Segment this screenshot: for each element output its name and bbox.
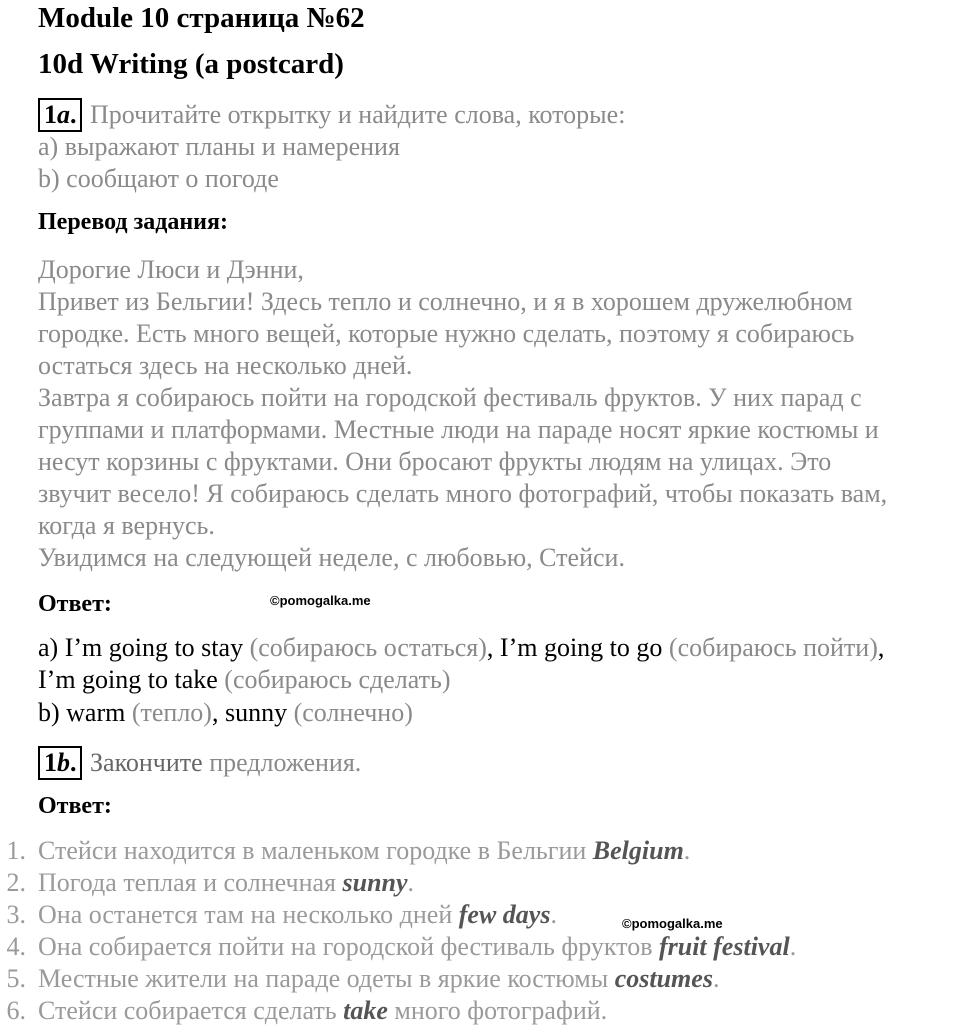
task-1a-item-b: b) сообщают о погоде (38, 164, 279, 193)
answer-1a-line-3: b) warm (тепло), sunny (солнечно) (38, 698, 413, 727)
section-title: 10d Writing (a postcard) (38, 48, 344, 80)
task-1a-item-a: a) выражают планы и намерения (38, 132, 400, 161)
task-1b (38, 746, 361, 780)
page-title: Module 10 страница №62 (38, 2, 365, 34)
translation-line: группами и платформами. Местные люди на параде носят яркие костюмы и (38, 415, 879, 444)
translation-line: несут корзины с фруктами. Они бросают фрукты людям на улицах. Это (38, 447, 832, 476)
translation-line: Дорогие Люси и Дэнни, (38, 255, 304, 284)
watermark: ©pomogalka.me (270, 593, 371, 608)
answer-1b-heading: Ответ: (38, 793, 112, 819)
task-1b-instruction-main: Закончите (90, 748, 203, 777)
translation-line: остаться здесь на несколько дней. (38, 351, 413, 380)
answer-1a-line-2: I’m going to take (собираюсь сделать) (38, 665, 451, 694)
translation-text (38, 254, 948, 574)
translation-line: городке. Есть много вещей, которые нужно сделать, поэтому я собираюсь (38, 319, 855, 348)
translation-line: когда я вернусь. (38, 511, 215, 540)
translation-line: Увидимся на следующей неделе, с любовью, Стейси. (38, 543, 625, 572)
answer-1a-heading: Ответ: (38, 591, 112, 617)
task-1a-instruction: Прочитайте открытку и найдите слова, которые: (90, 100, 626, 129)
task-1b-badge: 1b. (38, 746, 82, 780)
list-item: 2. Погода теплая и солнечная sunny. (6, 868, 415, 897)
list-item: 4. Она собирается пойти на городской фестиваль фруктов fruit festival. (6, 932, 797, 961)
task-1b-instruction-rest: предложения. (209, 748, 362, 777)
answer-1a-line-1: a) I’m going to stay (собираюсь остаться), I’m going to go (собираюсь пойти), (38, 633, 885, 662)
list-item: 3. Она останется там на несколько дней few days. (6, 900, 557, 929)
translation-line: Завтра я собираюсь пойти на городской фестиваль фруктов. У них парад с (38, 383, 862, 412)
list-item: 6. Стейси собирается сделать take много фотографий. (6, 996, 608, 1025)
list-item: 5. Местные жители на параде одеты в яркие костюмы costumes. (6, 964, 720, 993)
task-1a (38, 98, 625, 132)
task-1a-badge: 1a. (38, 98, 82, 132)
answer-1b-list (0, 835, 960, 1027)
translation-heading: Перевод задания: (38, 209, 228, 235)
translation-line: звучит весело! Я собираюсь сделать много фотографий, чтобы показать вам, (38, 479, 888, 508)
translation-line: Привет из Бельгии! Здесь тепло и солнечно, и я в хорошем дружелюбном (38, 287, 853, 316)
watermark: ©pomogalka.me (622, 916, 723, 931)
list-item: 1. Стейси находится в маленьком городке в Бельгии Belgium. (6, 836, 691, 865)
